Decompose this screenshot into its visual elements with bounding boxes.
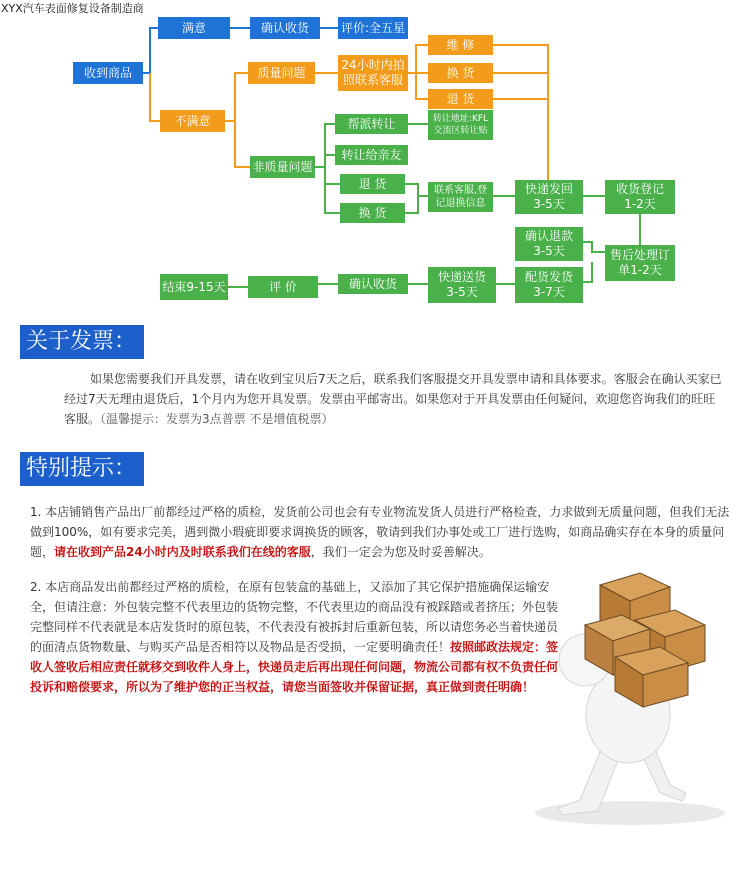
notice-p2-text: 2. 本店商品发出前都经过严格的质检，在原有包装盒的基础上，又添加了其它保护措施确保运输安全，但请注意：外包装完整不代表里边的货物完整，不代表里边的商品没有被踩踏或者挤压；外包装完整同样不代表就是本店发货时的原包装，不代表没有被拆封后重新包装，所以请您务必当着快递员的面清点货物数量、与购买产品是否相符以及物品是否受损，一定要明确责任！	[30, 580, 559, 654]
flow-node-contact-register-line2: 记退换信息	[435, 198, 486, 209]
flow-node-repair: 维 修	[428, 35, 493, 55]
notice-p1-text: 1. 本店铺销售产品出厂前都经过严格的质检，发货前公司也会有专业物流发货人员进行严格检查，力求做到无质量问题，但我们无法做到100%，如有要求完美，遇到微小瑕疵即要求调换货的顾客，敬请到我们办事处或工厂进行选购，如商品确实存在本身的质量问题，	[30, 505, 730, 559]
flow-node-express-send-line2: 3-5天	[446, 285, 478, 299]
notice-p1-tail: ，我们一定会为您及时妥善解决。	[310, 545, 491, 559]
flow-node-return: 退 货	[428, 89, 493, 109]
invoice-note: （温馨提示：发票为3点普票 不是增值税票）	[100, 412, 334, 426]
flow-node-confirm-refund-line2: 3-5天	[533, 244, 565, 258]
flow-node-received: 收到商品	[73, 62, 143, 84]
flow-node-end: 结束9-15天	[160, 274, 228, 300]
flow-node-express-return-line1: 快递发回	[524, 182, 573, 196]
notice-paragraph-1	[30, 502, 730, 562]
flow-node-contact-24h-line1: 24小时内拍	[341, 58, 405, 72]
flow-node-confirm-refund	[515, 227, 583, 261]
flow-node-transfer-friend: 转让给亲友	[335, 145, 408, 165]
flow-node-contact-24h-line2: 照联系客服	[342, 73, 403, 87]
flow-node-non-exchange: 换 货	[340, 203, 405, 223]
flow-node-contact-register	[428, 182, 493, 212]
notice-p2-highlight: 按照邮政法规定：签收人签收后相应责任就移交到收件人身上，快递员走后再出现任何问题，物流公司都有权不负责任何投诉和赔偿要求，所以为了维护您的正当权益，请您当面签收并保留证据，真正做到责任明确！	[30, 640, 559, 694]
flow-node-receipt-register-line2: 1-2天	[624, 197, 656, 211]
notice-p1-highlight: 请在收到产品24小时内及时联系我们在线的客服	[54, 545, 311, 559]
flow-node-review: 评 价	[248, 276, 318, 298]
flow-node-help-transfer: 帮派转让	[335, 114, 408, 134]
flow-node-quality-issue: 质量问题	[248, 62, 315, 84]
invoice-text	[64, 369, 724, 429]
flow-node-receipt-register-line1: 收货登记	[615, 182, 664, 196]
flow-node-rating: 评价:全五星	[338, 17, 408, 39]
figure-carrying-boxes-illustration	[510, 565, 745, 830]
flow-node-after-sales-line2: 单1-2天	[618, 263, 662, 277]
invoice-body: 如果您需要我们开具发票，请在收到宝贝后7天之后，联系我们客服提交开具发票申请和具体要求。客服会在确认买家已经过7天无理由退货后，1个月内为您开具发票。发票由平邮寄出。如果您对于开具发票由任何疑问，欢迎您咨询我们的旺旺客服。	[64, 372, 722, 426]
flow-node-ship	[515, 267, 583, 303]
notice-heading: 特别提示：	[20, 452, 144, 486]
flow-node-contact-24h	[338, 55, 408, 91]
invoice-heading: 关于发票：	[20, 325, 144, 359]
flow-node-express-return-line2: 3-5天	[533, 197, 565, 211]
flow-node-non-return: 退 货	[340, 174, 405, 194]
flow-node-exchange: 换 货	[428, 63, 493, 83]
flow-node-confirm-refund-line1: 确认退款	[524, 229, 573, 243]
flow-node-after-sales	[605, 245, 675, 281]
flow-node-receipt-register	[605, 180, 675, 214]
flow-node-non-quality: 非质量问题	[250, 156, 315, 178]
flow-node-confirm-receipt-2: 确认收货	[338, 274, 408, 294]
flow-node-transfer-address	[428, 110, 493, 140]
flow-node-transfer-address-line2: 交流区转让贴	[433, 126, 488, 136]
flow-node-satisfied: 满意	[158, 17, 230, 39]
flow-node-confirm-receipt: 确认收货	[250, 17, 320, 39]
flow-node-after-sales-line1: 售后处理订	[609, 248, 670, 262]
notice-paragraph-2	[30, 577, 560, 697]
flow-node-express-send-line1: 快递送货	[437, 270, 486, 284]
flow-node-express-return	[515, 180, 583, 214]
page-title: XYX汽车表面修复设备制造商	[1, 2, 144, 15]
flow-node-ship-line2: 3-7天	[533, 285, 565, 299]
flow-node-contact-register-line1: 联系客服,登	[433, 185, 488, 196]
flow-node-transfer-address-line1: 转让地址:KFL	[432, 114, 489, 124]
flow-node-unsatisfied: 不满意	[160, 110, 225, 132]
flow-node-ship-line1: 配货发货	[524, 270, 573, 284]
flow-node-express-send	[428, 267, 496, 303]
